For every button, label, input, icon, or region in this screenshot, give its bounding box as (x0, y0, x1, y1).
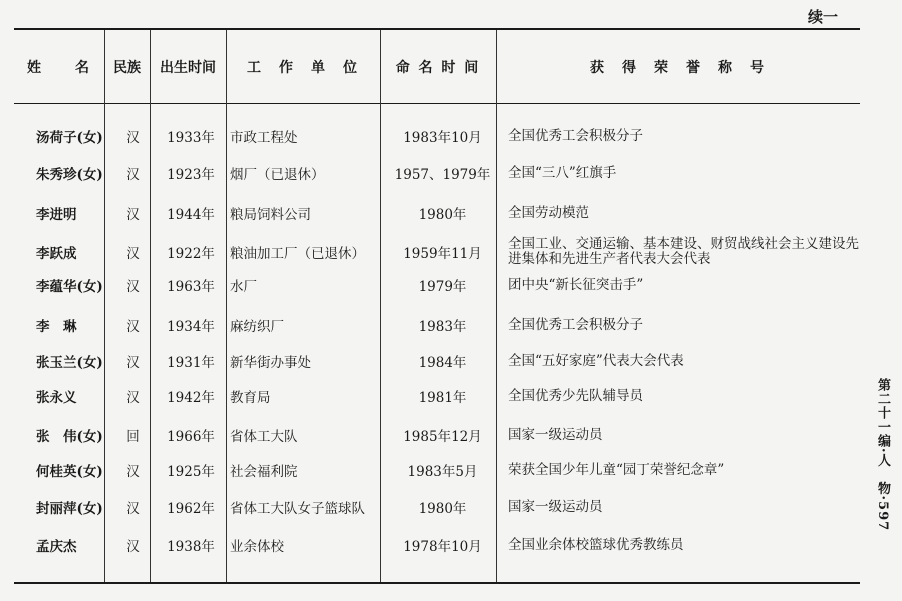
cell-date: 1983年5月 (407, 464, 478, 480)
header-name: 姓 名 (27, 59, 91, 76)
cell-ethnicity: 汉 (126, 539, 140, 555)
cell-honor: 全国“三八”红旗手 (508, 164, 617, 181)
cell-name: 何桂英(女) (36, 464, 103, 480)
cell-ethnicity: 回 (126, 429, 140, 445)
cell-unit: 水厂 (230, 279, 257, 295)
cell-date: 1980年 (418, 207, 467, 223)
cell-name: 李蕴华(女) (36, 279, 103, 295)
continuation-label: 续一 (807, 8, 838, 26)
table-row (14, 455, 860, 485)
header-honor: 获 得 荣 誉 称 号 (590, 59, 766, 76)
cell-unit: 粮局饲料公司 (230, 207, 311, 223)
cell-honor: 全国优秀工会积极分子 (508, 127, 643, 144)
cell-ethnicity: 汉 (126, 279, 140, 295)
header-ethnicity: 民族 (113, 59, 141, 76)
cell-unit: 烟厂（已退休） (230, 167, 325, 183)
header-birth: 出生时间 (160, 59, 216, 76)
header-rule (14, 103, 860, 104)
cell-name: 李 琳 (36, 319, 77, 335)
cell-birth: 1962年 (167, 501, 215, 517)
cell-name: 孟庆杰 (36, 539, 77, 555)
table-row (14, 530, 860, 560)
cell-unit: 麻纺织厂 (230, 319, 284, 335)
cell-birth: 1938年 (167, 539, 215, 555)
table-row (14, 237, 860, 267)
header-unit: 工 作 单 位 (247, 59, 359, 76)
cell-birth: 1931年 (167, 355, 215, 371)
cell-date: 1983年10月 (403, 130, 482, 146)
table-row (14, 420, 860, 450)
cell-ethnicity: 汉 (126, 130, 140, 146)
cell-honor: 全国优秀少先队辅导员 (508, 387, 643, 404)
cell-date: 1984年 (418, 355, 467, 371)
cell-unit: 粮油加工厂（已退休） (230, 246, 365, 262)
cell-birth: 1922年 (167, 246, 215, 262)
cell-honor: 全国劳动模范 (508, 204, 589, 221)
cell-unit: 教育局 (230, 390, 271, 406)
cell-name: 朱秀珍(女) (36, 167, 103, 183)
cell-name: 汤荷子(女) (36, 130, 103, 146)
cell-honor: 全国“五好家庭”代表大会代表 (508, 352, 684, 369)
cell-unit: 社会福利院 (230, 464, 298, 480)
cell-date: 1959年11月 (403, 246, 482, 262)
cell-name: 李进明 (36, 207, 77, 223)
cell-unit: 省体工大队 (230, 429, 298, 445)
cell-date: 1957、1979年 (394, 167, 491, 183)
cell-name: 张 伟(女) (36, 429, 103, 445)
cell-unit: 市政工程处 (230, 130, 298, 146)
cell-ethnicity: 汉 (126, 246, 140, 262)
header-date: 命 名 时 间 (395, 59, 481, 76)
table-row (14, 310, 860, 340)
cell-name: 张玉兰(女) (36, 355, 103, 371)
cell-ethnicity: 汉 (126, 207, 140, 223)
cell-date: 1985年12月 (403, 429, 482, 445)
cell-honor: 全国工业、交通运输、基本建设、财贸战线社会主义建设先进集体和先进生产者代表大会代表 (508, 236, 859, 267)
cell-name: 封丽萍(女) (36, 501, 103, 517)
cell-honor: 荣获全国少年儿童“园丁荣誉纪念章” (508, 461, 725, 478)
cell-birth: 1934年 (167, 319, 215, 335)
cell-birth: 1942年 (167, 390, 215, 406)
table-row (14, 492, 860, 522)
cell-honor: 全国优秀工会积极分子 (508, 316, 643, 333)
cell-birth: 1933年 (167, 130, 215, 146)
cell-date: 1983年 (418, 319, 467, 335)
cell-date: 1980年 (418, 501, 467, 517)
cell-honor: 国家一级运动员 (508, 426, 603, 443)
table-row (14, 346, 860, 376)
cell-name: 张永义 (36, 390, 77, 406)
side-margin-text: 第二十一编·人 物·597 (875, 378, 890, 532)
cell-birth: 1923年 (167, 167, 215, 183)
cell-birth: 1963年 (167, 279, 215, 295)
table-row (14, 270, 860, 300)
cell-date: 1979年 (418, 279, 467, 295)
cell-date: 1978年10月 (403, 539, 482, 555)
cell-ethnicity: 汉 (126, 501, 140, 517)
cell-ethnicity: 汉 (126, 319, 140, 335)
cell-unit: 省体工大队女子篮球队 (230, 501, 365, 517)
cell-ethnicity: 汉 (126, 355, 140, 371)
cell-unit: 业余体校 (230, 539, 284, 555)
table-row (14, 381, 860, 411)
cell-date: 1981年 (418, 390, 467, 406)
table-row (14, 121, 860, 151)
cell-ethnicity: 汉 (126, 167, 140, 183)
table-row (14, 198, 860, 228)
cell-ethnicity: 汉 (126, 464, 140, 480)
cell-unit: 新华街办事处 (230, 355, 311, 371)
cell-birth: 1966年 (167, 429, 215, 445)
table-row (14, 158, 860, 188)
cell-honor: 团中央“新长征突击手” (508, 276, 644, 293)
cell-birth: 1944年 (167, 207, 215, 223)
cell-honor: 国家一级运动员 (508, 498, 603, 515)
cell-honor: 全国业余体校篮球优秀教练员 (508, 536, 684, 553)
cell-name: 李跃成 (36, 246, 77, 262)
bottom-rule (14, 582, 860, 584)
cell-ethnicity: 汉 (126, 390, 140, 406)
cell-birth: 1925年 (167, 464, 215, 480)
